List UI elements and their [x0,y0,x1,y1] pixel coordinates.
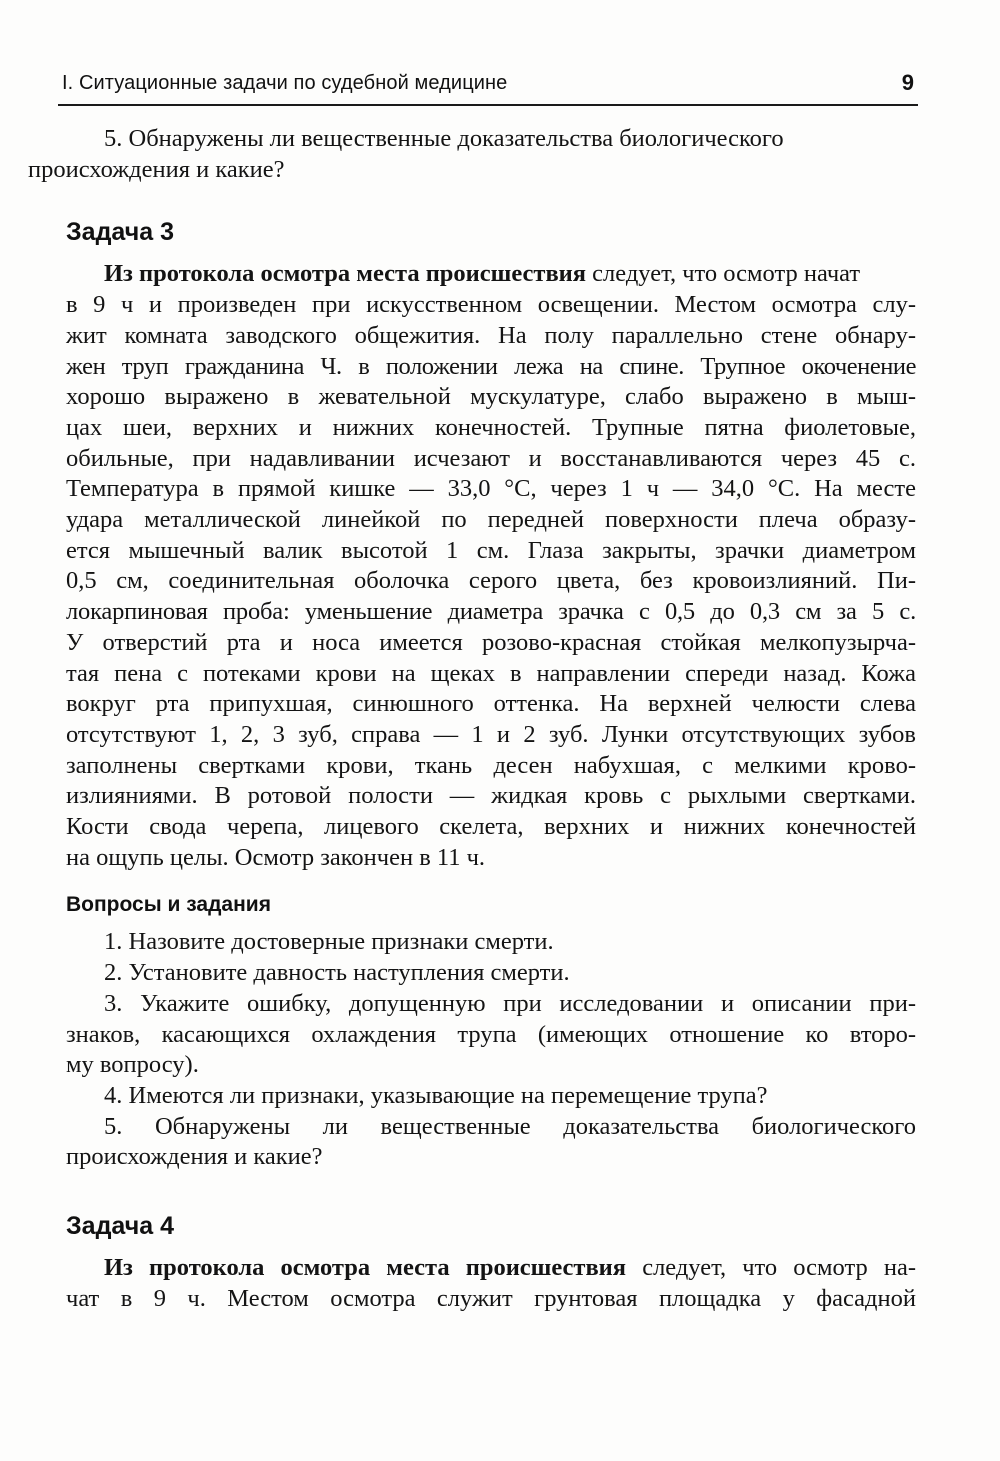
task-3-line-14: тая пена с потеками крови на щеках в направлении спереди назад. Кожа [66,659,916,687]
task-3-heading: Задача 3 [66,218,174,247]
question-1: 1. Назовите достоверные признаки смерти. [104,928,554,956]
task-3-line-4: жен труп гражданина Ч. в положении лежа на спине. Трупное окоченение [66,352,916,380]
task-4-lead: Из протокола осмотра места происшествия [104,1254,627,1282]
task-3-line-10: ется мышечный валик высотой 1 см. Глаза закрыты, зрачки диаметром [66,536,916,564]
task-3-line-9: удара металлической линейкой по передней поверхности плеча образу- [66,506,916,534]
task-3-line-19: Кости свода черепа, лицевого скелета, верхних и нижних конечностей [66,813,916,841]
question-3-line-1: 3. Укажите ошибку, допущенную при исследовании и описании при- [104,989,916,1017]
question-3-line-3: му вопросу). [66,1051,199,1079]
questions-list [66,927,916,1173]
top-question-line2: происхождения и какие? [28,155,285,183]
task-3-line-16: отсутствуют 1, 2, 3 зуб, справа — 1 и 2 зуб. Лунки отсутствующих зубов [66,720,916,748]
task-3-line-15: вокруг рта припухшая, синюшного оттенка. На верхней челюсти слева [66,690,916,718]
questions-heading: Вопросы и задания [66,893,271,917]
task-3-line-3: жит комната заводского общежития. На полу параллельно стене обнару- [66,321,916,349]
task-3-lead: Из протокола осмотра места происшествия [104,260,587,288]
task-3-line-8: Температура в прямой кишке — 33,0 °С, через 1 ч — 34,0 °С. На месте [66,475,916,503]
task-3-line-5: хорошо выражено в жевательной мускулатуре, слабо выражено в мыш- [66,383,916,411]
task-4-line-1 [66,1253,916,1284]
question-5-line-1: 5. Обнаружены ли вещественные доказательства биологического [104,1112,916,1140]
task-3-body [66,259,916,290]
task-4-heading: Задача 4 [66,1212,174,1241]
task-3-lines [66,290,916,873]
task-4-line-1-rest: следует, что осмотр на- [626,1254,916,1282]
task-3-line-17: заполнены свертками крови, ткань десен набухшая, с мелкими крово- [66,751,916,779]
page-content [28,124,916,1315]
task-3-line-18: излияниями. В ротовой полости — жидкая кровь с рыхлыми свертками. [66,782,916,810]
question-4: 4. Имеются ли признаки, указывающие на перемещение трупа? [104,1081,768,1109]
question-2: 2. Установите давность наступления смерти. [104,959,570,987]
question-5-line-2: происхождения и какие? [66,1143,323,1171]
top-question-line1: 5. Обнаружены ли вещественные доказательства биологического [104,125,784,152]
task-4-body [66,1253,916,1314]
task-3-line-6: цах шеи, верхних и нижних конечностей. Трупные пятна фиолетовые, [66,413,916,441]
task-3-line-1: следует, что осмотр начат [586,260,861,288]
question-3-line-2: знаков, касающихся охлаждения трупа (имеющих отношение ко второ- [66,1020,916,1048]
task-4-line-2: чат в 9 ч. Местом осмотра служит грунтовая площадка у фасадной [66,1284,916,1312]
running-header-title: I. Ситуационные задачи по судебной медицине [62,72,508,94]
task-3-line-2: в 9 ч и произведен при искусственном освещении. Местом осмотра слу- [66,291,916,319]
page-number: 9 [901,70,914,95]
task-3-line-11: 0,5 см, соединительная оболочка серого цвета, без кровоизлияний. Пи- [66,567,916,595]
task-3-line-13: У отверстий рта и носа имеется розово-красная стойкая мелкопузырча- [66,628,916,656]
running-header [58,70,918,106]
task-3-line-20: на ощупь целы. Осмотр закончен в 11 ч. [66,843,486,871]
top-question-5 [28,124,916,185]
task-3-line-12: локарпиновая проба: уменьшение диаметра зрачка с 0,5 до 0,3 см за 5 с. [66,598,916,626]
task-3-line-7: обильные, при надавливании исчезают и восстанавливаются через 45 с. [66,444,916,472]
